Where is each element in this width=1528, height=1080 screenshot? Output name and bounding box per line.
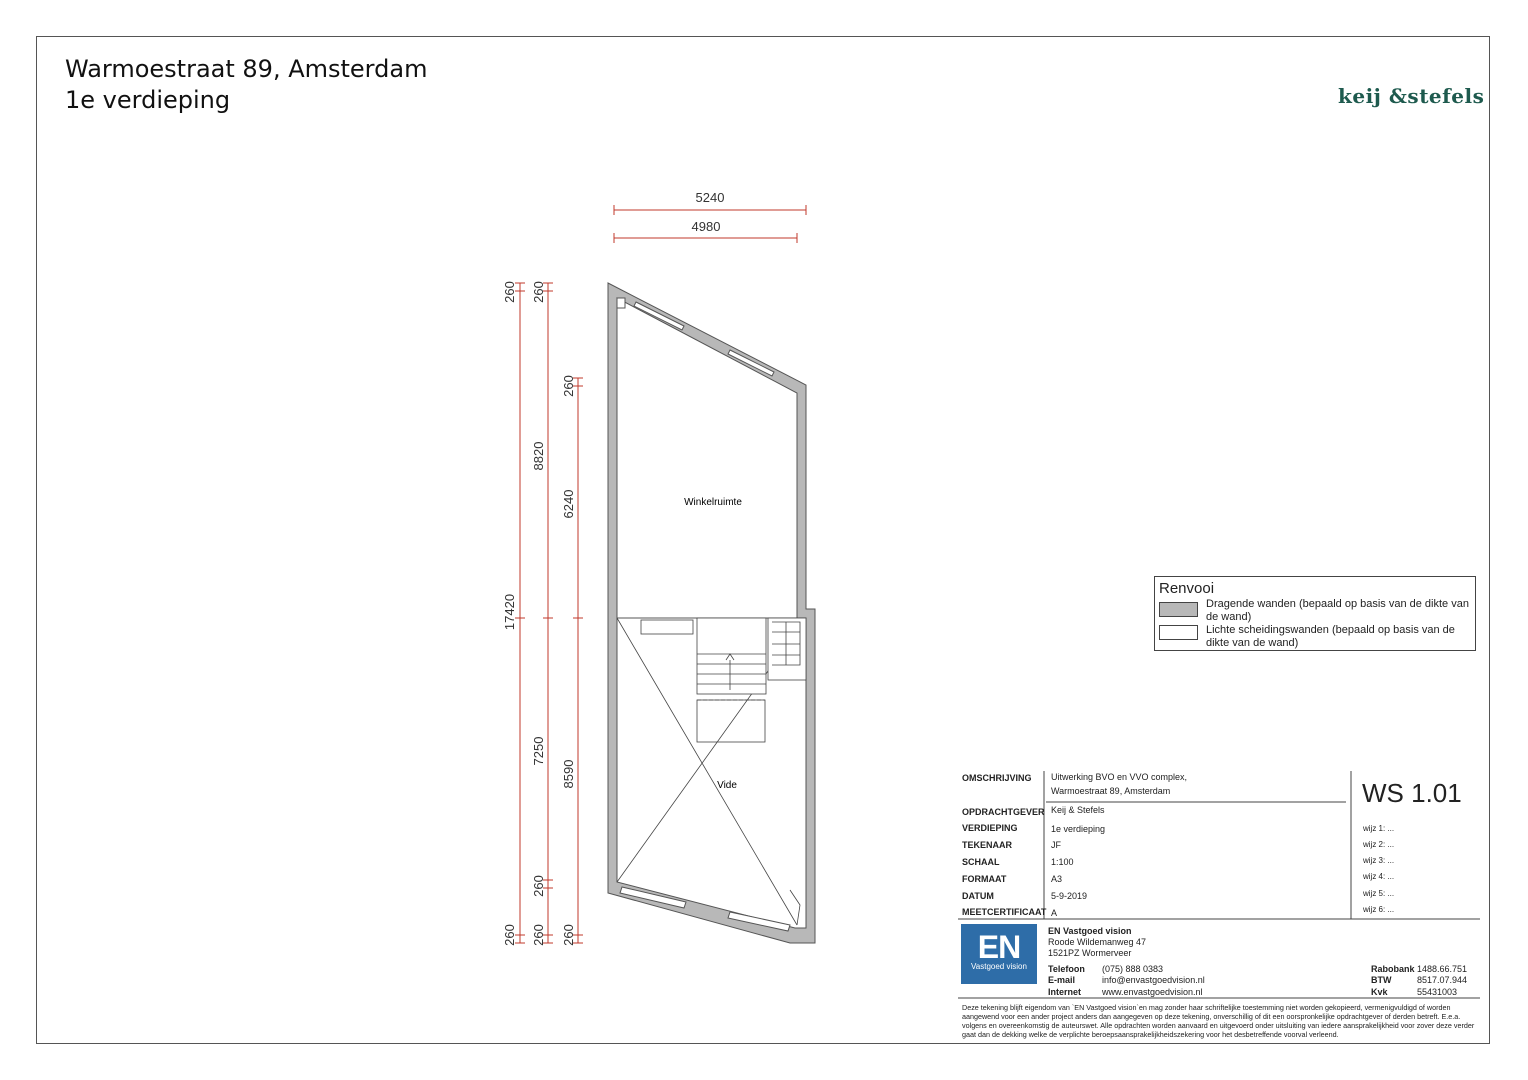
legend-swatch-light bbox=[1159, 625, 1198, 640]
label-tekenaar: TEKENAAR bbox=[962, 840, 1013, 850]
revision-6: wijz 6: ... bbox=[1363, 905, 1395, 914]
dim-mid-top: 260 bbox=[531, 281, 546, 303]
revision-5: wijz 5: ... bbox=[1363, 889, 1395, 898]
label-opdrachtgever: OPDRACHTGEVER bbox=[962, 807, 1045, 817]
dim-right-top: 260 bbox=[561, 375, 576, 397]
label-rabobank: Rabobank bbox=[1371, 964, 1415, 974]
value-btw: 8517.07.944 bbox=[1417, 975, 1468, 985]
company-name: EN Vastgoed vision bbox=[1048, 926, 1132, 936]
legend-swatch-bearing bbox=[1159, 602, 1198, 617]
legend-item-bearing: Dragende wanden (bepaald op basis van de dikte van de wand) bbox=[1206, 598, 1469, 623]
dim-right-lower: 8590 bbox=[561, 759, 576, 789]
value-telefoon: (075) 888 0383 bbox=[1102, 964, 1164, 974]
value-meetcertificaat: A bbox=[1051, 908, 1058, 918]
legend bbox=[1154, 576, 1476, 651]
value-tekenaar: JF bbox=[1051, 840, 1061, 850]
company-address-1: Roode Wildemanweg 47 bbox=[1048, 937, 1147, 947]
label-meetcertificaat: MEETCERTIFICAAT bbox=[962, 907, 1047, 917]
company-address-2: 1521PZ Wormerveer bbox=[1048, 948, 1132, 958]
value-schaal: 1:100 bbox=[1051, 857, 1074, 867]
drawing-subtitle: 1e verdieping bbox=[65, 86, 231, 114]
dim-right-upper: 6240 bbox=[561, 489, 576, 519]
value-verdieping: 1e verdieping bbox=[1051, 824, 1106, 834]
brand-logo: keij &stefels bbox=[1338, 84, 1485, 108]
label-kvk: Kvk bbox=[1371, 987, 1388, 997]
drawing-title: Warmoestraat 89, Amsterdam bbox=[65, 55, 428, 83]
legend-item-light: Lichte scheidingswanden (bepaald op basis van de dikte van de wand) bbox=[1206, 624, 1455, 649]
value-email[interactable]: info@envastgoedvision.nl bbox=[1102, 975, 1205, 985]
label-schaal: SCHAAL bbox=[962, 857, 1000, 867]
label-verdieping: VERDIEPING bbox=[962, 823, 1018, 833]
value-datum: 5-9-2019 bbox=[1051, 891, 1088, 901]
revision-4: wijz 4: ... bbox=[1363, 872, 1395, 881]
value-omschrijving-1: Uitwerking BVO en VVO complex, bbox=[1051, 772, 1188, 782]
dim-left-total: 17420 bbox=[502, 593, 517, 631]
dim-mid-bottom-b: 260 bbox=[531, 924, 546, 946]
value-omschrijving-2: Warmoestraat 89, Amsterdam bbox=[1051, 786, 1171, 796]
revision-1: wijz 1: ... bbox=[1363, 824, 1395, 833]
room-label-winkelruimte: Winkelruimte bbox=[684, 497, 742, 508]
value-opdrachtgever: Keij & Stefels bbox=[1051, 805, 1105, 815]
label-internet: Internet bbox=[1048, 987, 1082, 997]
dim-top-inner: 4980 bbox=[691, 219, 721, 234]
label-email: E-mail bbox=[1048, 975, 1076, 985]
label-btw: BTW bbox=[1371, 975, 1392, 985]
sheet-number: WS 1.01 bbox=[1362, 778, 1462, 808]
bearing-walls bbox=[608, 283, 815, 943]
disclaimer-text: Deze tekening blijft eigendom van `EN Vastgoed vision`en mag zonder haar schriftelijke toestemming niet worden gekopieerd, vermenigvuldigd of worden aangewend voor een ander project anders dan aangegeven op deze tekening, onverschillig of dit een oorspronkelijke opdrachtgever of derden betreft. E.e.a. volgens en overeenkomstig de auteurswet. Alle opdrachten worden aanvaard en uitgevoerd onder uitsluiting van iedere aansprakelijkheid voor zover deze verder gaat dan de dekking welke de verplichte beroepsaansprakelijkheidszekering voor het desbetreffende voorval verleend. bbox=[962, 1003, 1475, 1039]
dim-right-bottom: 260 bbox=[561, 924, 576, 946]
company-logo bbox=[961, 924, 1037, 984]
value-rabobank: 1488.66.751 bbox=[1417, 964, 1468, 974]
corner-detail bbox=[617, 298, 625, 308]
dim-mid-upper: 8820 bbox=[531, 441, 546, 471]
dim-mid-bottom-a: 260 bbox=[531, 875, 546, 897]
legend-title: Renvooi bbox=[1159, 580, 1215, 597]
dim-left-bottom: 260 bbox=[502, 924, 517, 946]
value-internet[interactable]: www.envastgoedvision.nl bbox=[1102, 987, 1203, 997]
label-telefoon: Telefoon bbox=[1048, 964, 1085, 974]
label-datum: DATUM bbox=[962, 891, 994, 901]
revision-2: wijz 2: ... bbox=[1363, 840, 1395, 849]
value-formaat: A3 bbox=[1051, 874, 1063, 884]
company-logo-tagline: Vastgoed vision bbox=[971, 962, 1027, 971]
dim-mid-lower: 7250 bbox=[531, 736, 546, 766]
dim-top-outer: 5240 bbox=[695, 190, 725, 205]
label-omschrijving: OMSCHRIJVING bbox=[962, 773, 1032, 783]
label-formaat: FORMAAT bbox=[962, 874, 1007, 884]
dim-left-top: 260 bbox=[502, 281, 517, 303]
room-label-vide: Vide bbox=[717, 780, 737, 791]
company-logo-mark: EN bbox=[977, 929, 1021, 965]
revision-3: wijz 3: ... bbox=[1363, 856, 1395, 865]
value-kvk: 55431003 bbox=[1417, 987, 1458, 997]
